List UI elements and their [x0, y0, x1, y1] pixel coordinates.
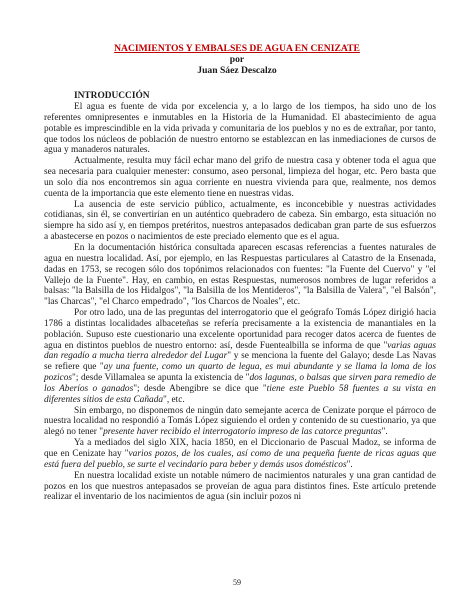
paragraph-text: En la documentación histórica consultada aparecen escasas referencias a fuentes naturales de agua en nuestra localidad. Así, por ejemplo, en las Respuestas particulares al Catastro de la Ensenada, dadas en 1753, se recogen sólo dos topónimos relacionados con fuentes: "la Fuente del Cuervo" y "el Vallejo de la Fuente". Hay, en cambio, en estas Respuestas, numerosos nombres de lugar referidos a balsas: "la Balsilla de los Hidalgos", "la Balsilla de los Mentideros", "la Balsilla de Valera", "el Balsón", "las Charcas", "el Charco empedrado", "los Charcos de Noales", etc. — [44, 242, 436, 308]
paragraph-text: "; desde Villamalea se apunta la existencia de " — [72, 373, 250, 384]
body-paragraph — [44, 471, 436, 504]
body-paragraph — [44, 243, 436, 308]
paragraph-text: ". — [346, 459, 353, 470]
author-name: Juan Sáez Descalzo — [197, 65, 277, 76]
paragraph-text: Ya a mediados del siglo XIX, hacia 1850, en el Diccionario de Pascual Madoz, se informa de que en Cenizate hay " — [44, 438, 436, 459]
body-paragraph — [44, 200, 436, 243]
body-paragraph — [44, 102, 436, 156]
quoted-text: varios pozos, de los cuales, así como de una pequeña fuente de ricas aguas que está fuera del pueblo, se surte el vecindario para beber y demás usos domésticos — [44, 449, 436, 470]
paragraph-text: "; desde Abengibre se dice que " — [133, 383, 267, 394]
quoted-text: tiene este Pueblo 58 fuentes a su vista en diferentes sitios de esta Cañada — [44, 383, 436, 405]
page-number: 59 — [233, 578, 241, 587]
article-title: NACIMIENTOS Y EMBALSES DE AGUA EN CENIZATE — [114, 43, 360, 54]
paragraph-text: Sin embargo, no disponemos de ningún dato semejante acerca de Cenizate porque el párroco de nuestra localidad no respondió a Tomás López siguiendo el orden y contenido de su cuestionario, ya que alegó no tener " — [44, 405, 436, 438]
quoted-text: varias aguas dan regadío a mucha tierra alrededor del Lugar — [44, 340, 436, 362]
quoted-text: dos lagunas, o balsas que sirven para remedio de los Aberíos o ganados — [44, 373, 436, 394]
body-paragraph — [44, 156, 436, 199]
body-paragraph — [44, 308, 436, 406]
body-paragraph — [44, 438, 436, 471]
paragraph-text: En nuestra localidad existe un notable número de nacimientos naturales y una gran cantidad de pozos en los que nuestros antepasados se proveían de agua para distintos fines. Este artículo pretende realizar el inventario de los nacimientos de agua (sin incluir pozos ni — [44, 470, 436, 503]
article-body — [44, 102, 436, 503]
paragraph-text: ". — [381, 427, 388, 438]
quoted-text: presente haver recibido el interrogatorio impreso de las catorce preguntas — [103, 427, 382, 438]
paragraph-text: ", etc. — [163, 394, 185, 405]
section-heading: INTRODUCCIÓN — [74, 91, 150, 101]
paragraph-text: " y se menciona la fuente del Galayo; desde Las Navas se refiere que " — [44, 351, 436, 373]
paragraph-text: La ausencia de este servicio público, actualmente, es inconcebible y nuestras actividades cotidianas, sin él, se convertirían en un auténtico quebradero de cabeza. Sin embargo, esta situación no siempre ha sido así y, en tiempos pretéritos, nuestros antepasados dedicaban gran parte de sus esfuerzos a abastecerse en pozos o nacimientos de este preciado elemento que es el agua. — [44, 199, 436, 243]
quoted-text: ay una fuente, como un quarto de legua, es mui abundante y se llama la loma de los pozicos — [44, 362, 436, 384]
paragraph-text: Actualmente, resulta muy fácil echar mano del grifo de nuestra casa y obtener toda el agua que sea necesaria para cualquier menester: consumo, aseo personal, limpieza del hogar, etc. Pero basta que un solo día nos encontremos sin agua corriente en nuestra vivienda para que, realmente, nos demos cuenta de la importancia que este elemento tiene en nuestras vidas. — [44, 156, 436, 199]
paragraph-text: El agua es fuente de vida por excelencia y, a lo largo de los tiempos, ha sido uno de los referentes omnipresentes e inmutables en la Historia de la Humanidad. El abastecimiento de agua potable es imprescindible en la vida privada y comunitaria de los pueblos y no es de extrañar, por tanto, que todos los núcleos de población de nuestro entorno se establezcan en las inmediaciones de cursos de agua y manaderos naturales. — [44, 102, 436, 156]
body-paragraph — [44, 406, 436, 439]
paragraph-text: Por otro lado, una de las preguntas del interrogatorio que el geógrafo Tomás López dirigió hacia 1786 a distintas localidades albaceteñas se refería precisamente a la existencia de manantiales en la población. Supuso este cuestionario una excelente oportunidad para recoger datos acerca de fuentes de agua en distintos pueblos de nuestro entorno: así, desde Fuentealbilla se informa de que " — [44, 308, 436, 351]
byline-por: por — [229, 54, 245, 65]
